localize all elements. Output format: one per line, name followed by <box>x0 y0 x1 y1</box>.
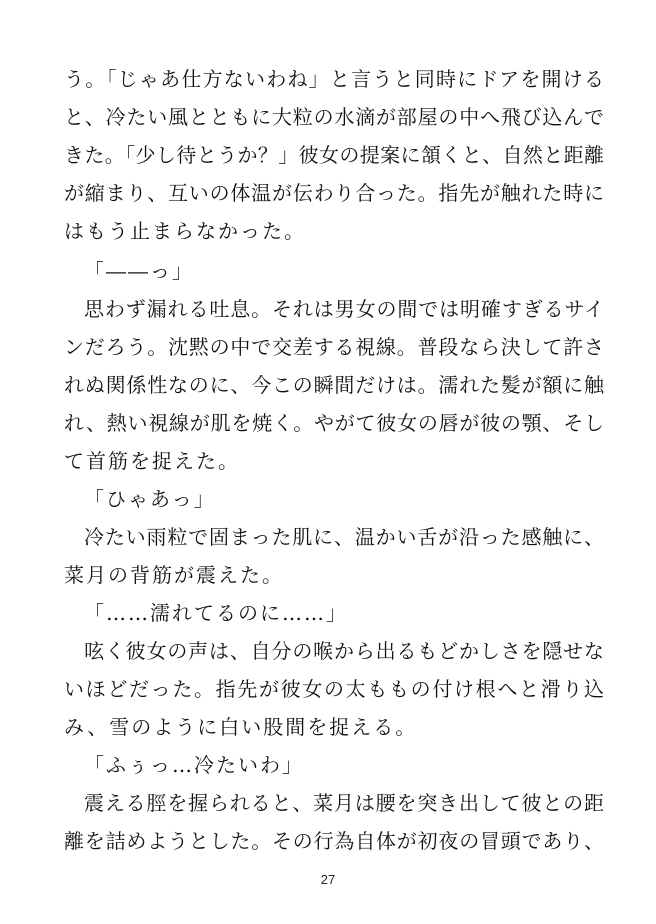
text-line-2: と、冷たい風とともに大粒の水滴が部屋の中へ飛び込んで <box>64 105 604 129</box>
dialogue-line-6: 「――っ」 <box>84 259 194 283</box>
text-line-10: れ、熱い視線が肌を焼く。やがて彼女の唇が彼の顎、そし <box>64 411 604 435</box>
dialogue-line-19: 「ふぅっ…冷たいわ」 <box>84 753 304 777</box>
text-line-21: 離を詰めようとした。その行為自体が初夜の冒頭であり、 <box>64 829 604 853</box>
text-line-14: 菜月の背筋が震えた。 <box>64 563 284 587</box>
text-line-11: て首筋を捉えた。 <box>64 449 240 473</box>
text-line-9: れぬ関係性なのに、今この瞬間だけは。濡れた髪が額に触 <box>64 373 604 397</box>
text-line-18: み、雪のように白い股間を捉える。 <box>64 715 418 739</box>
text-line-17: いほどだった。指先が彼女の太ももの付け根へと滑り込 <box>64 677 604 701</box>
text-line-1: う。「じゃあ仕方ないわね」と言うと同時にドアを開ける <box>64 67 604 91</box>
dialogue-line-12: 「ひゃあっ」 <box>84 487 216 511</box>
text-line-7: 思わず漏れる吐息。それは男女の間では明確すぎるサイ <box>84 297 604 321</box>
text-line-3: きた。「少し待とうか？」彼女の提案に頷くと、自然と距離 <box>64 143 604 167</box>
text-line-4: が縮まり、互いの体温が伝わり合った。指先が触れた時に <box>64 181 604 205</box>
text-line-13: 冷たい雨粒で固まった肌に、温かい舌が沿った感触に、 <box>84 525 604 549</box>
dialogue-line-15: 「……濡れてるのに……」 <box>84 601 348 625</box>
page-number: 27 <box>320 872 336 887</box>
text-line-8: ンだろう。沈黙の中で交差する視線。普段なら決して許さ <box>64 335 604 359</box>
text-line-5: はもう止まらなかった。 <box>64 219 306 243</box>
text-line-16: 呟く彼女の声は、自分の喉から出るもどかしさを隠せな <box>84 639 604 663</box>
text-line-20: 震える脛を握られると、菜月は腰を突き出して彼との距 <box>84 791 604 815</box>
